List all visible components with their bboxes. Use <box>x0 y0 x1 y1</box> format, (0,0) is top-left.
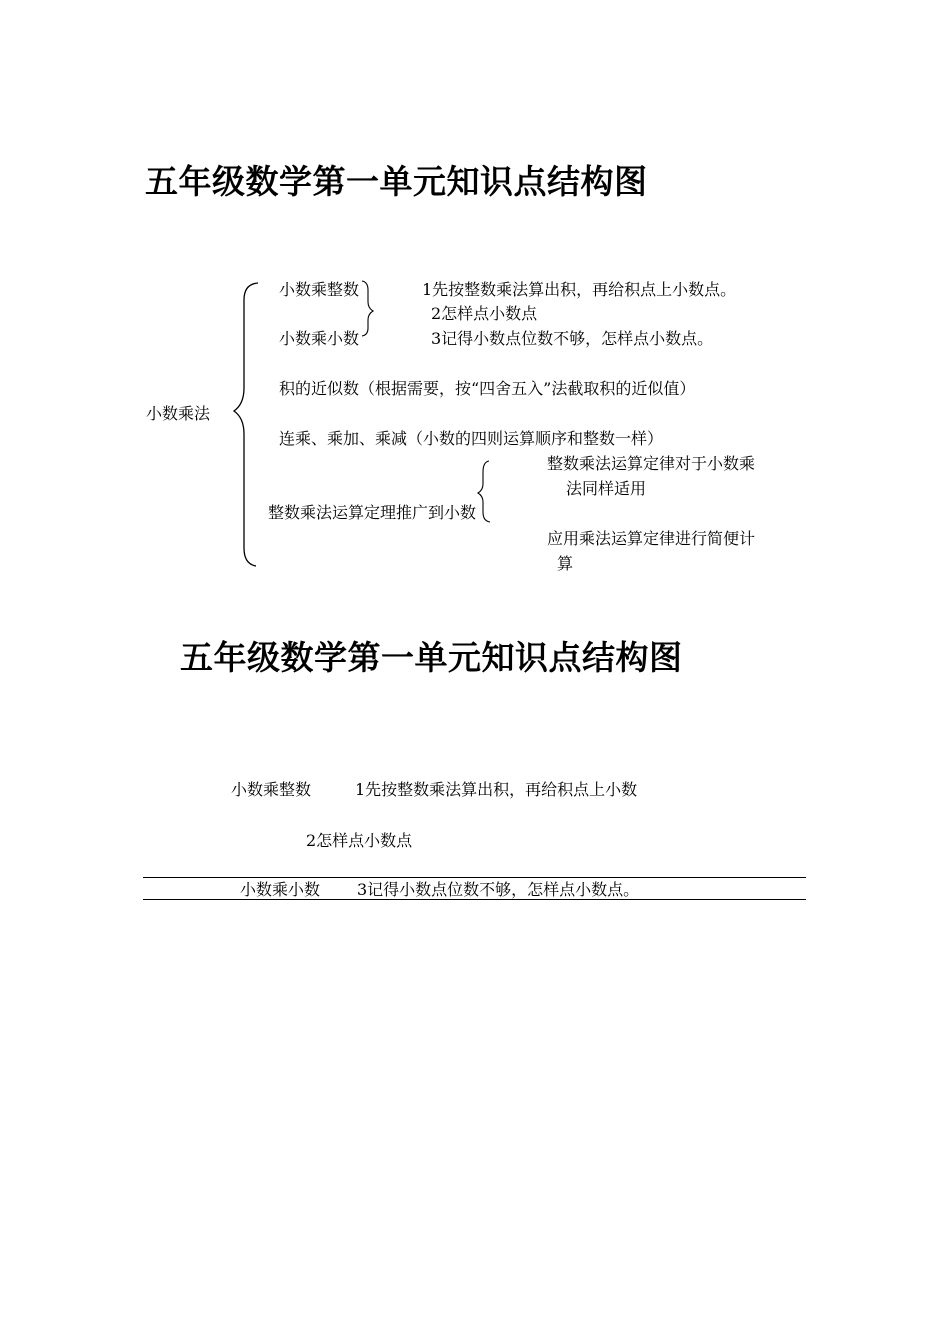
divider-top <box>143 877 806 878</box>
page-title-2: 五年级数学第一单元知识点结构图 <box>180 638 683 677</box>
node-decimal-times-integer: 小数乘整数 <box>279 280 360 299</box>
small-brace-2 <box>478 461 490 522</box>
node-decimal-times-decimal: 小数乘小数 <box>279 329 360 348</box>
row-3-label: 小数乘小数 <box>240 880 321 899</box>
page-title-1: 五年级数学第一单元知识点结构图 <box>145 162 648 201</box>
divider-bottom <box>143 899 806 900</box>
node-law-2-line-2: 算 <box>557 554 574 573</box>
node-law-2-line-1: 应用乘法运算定律进行简便计 <box>547 529 756 548</box>
node-root: 小数乘法 <box>146 404 211 423</box>
row-3-text: 3记得小数点位数不够，怎样点小数点。 <box>357 880 640 899</box>
node-approximation: 积的近似数（根据需要，按“四舍五入”法截取积的近似值） <box>279 379 696 398</box>
row-1-text: 1先按整数乘法算出积，再给积点上小数 <box>355 780 638 799</box>
node-law-1-line-1: 整数乘法运算定律对于小数乘 <box>547 454 756 473</box>
row-1-label: 小数乘整数 <box>231 780 312 799</box>
main-brace <box>234 283 258 566</box>
node-step-1: 1先按整数乘法算出积，再给积点上小数点。 <box>422 280 737 299</box>
node-mixed-operations: 连乘、乘加、乘减（小数的四则运算顺序和整数一样） <box>279 429 664 448</box>
node-step-3: 3记得小数点位数不够，怎样点小数点。 <box>431 329 714 348</box>
node-step-2: 2怎样点小数点 <box>431 304 538 323</box>
node-law-1-line-2: 法同样适用 <box>566 479 647 498</box>
row-2-text: 2怎样点小数点 <box>306 831 413 850</box>
node-law-extension: 整数乘法运算定理推广到小数 <box>268 503 477 522</box>
small-brace-1 <box>362 281 373 336</box>
